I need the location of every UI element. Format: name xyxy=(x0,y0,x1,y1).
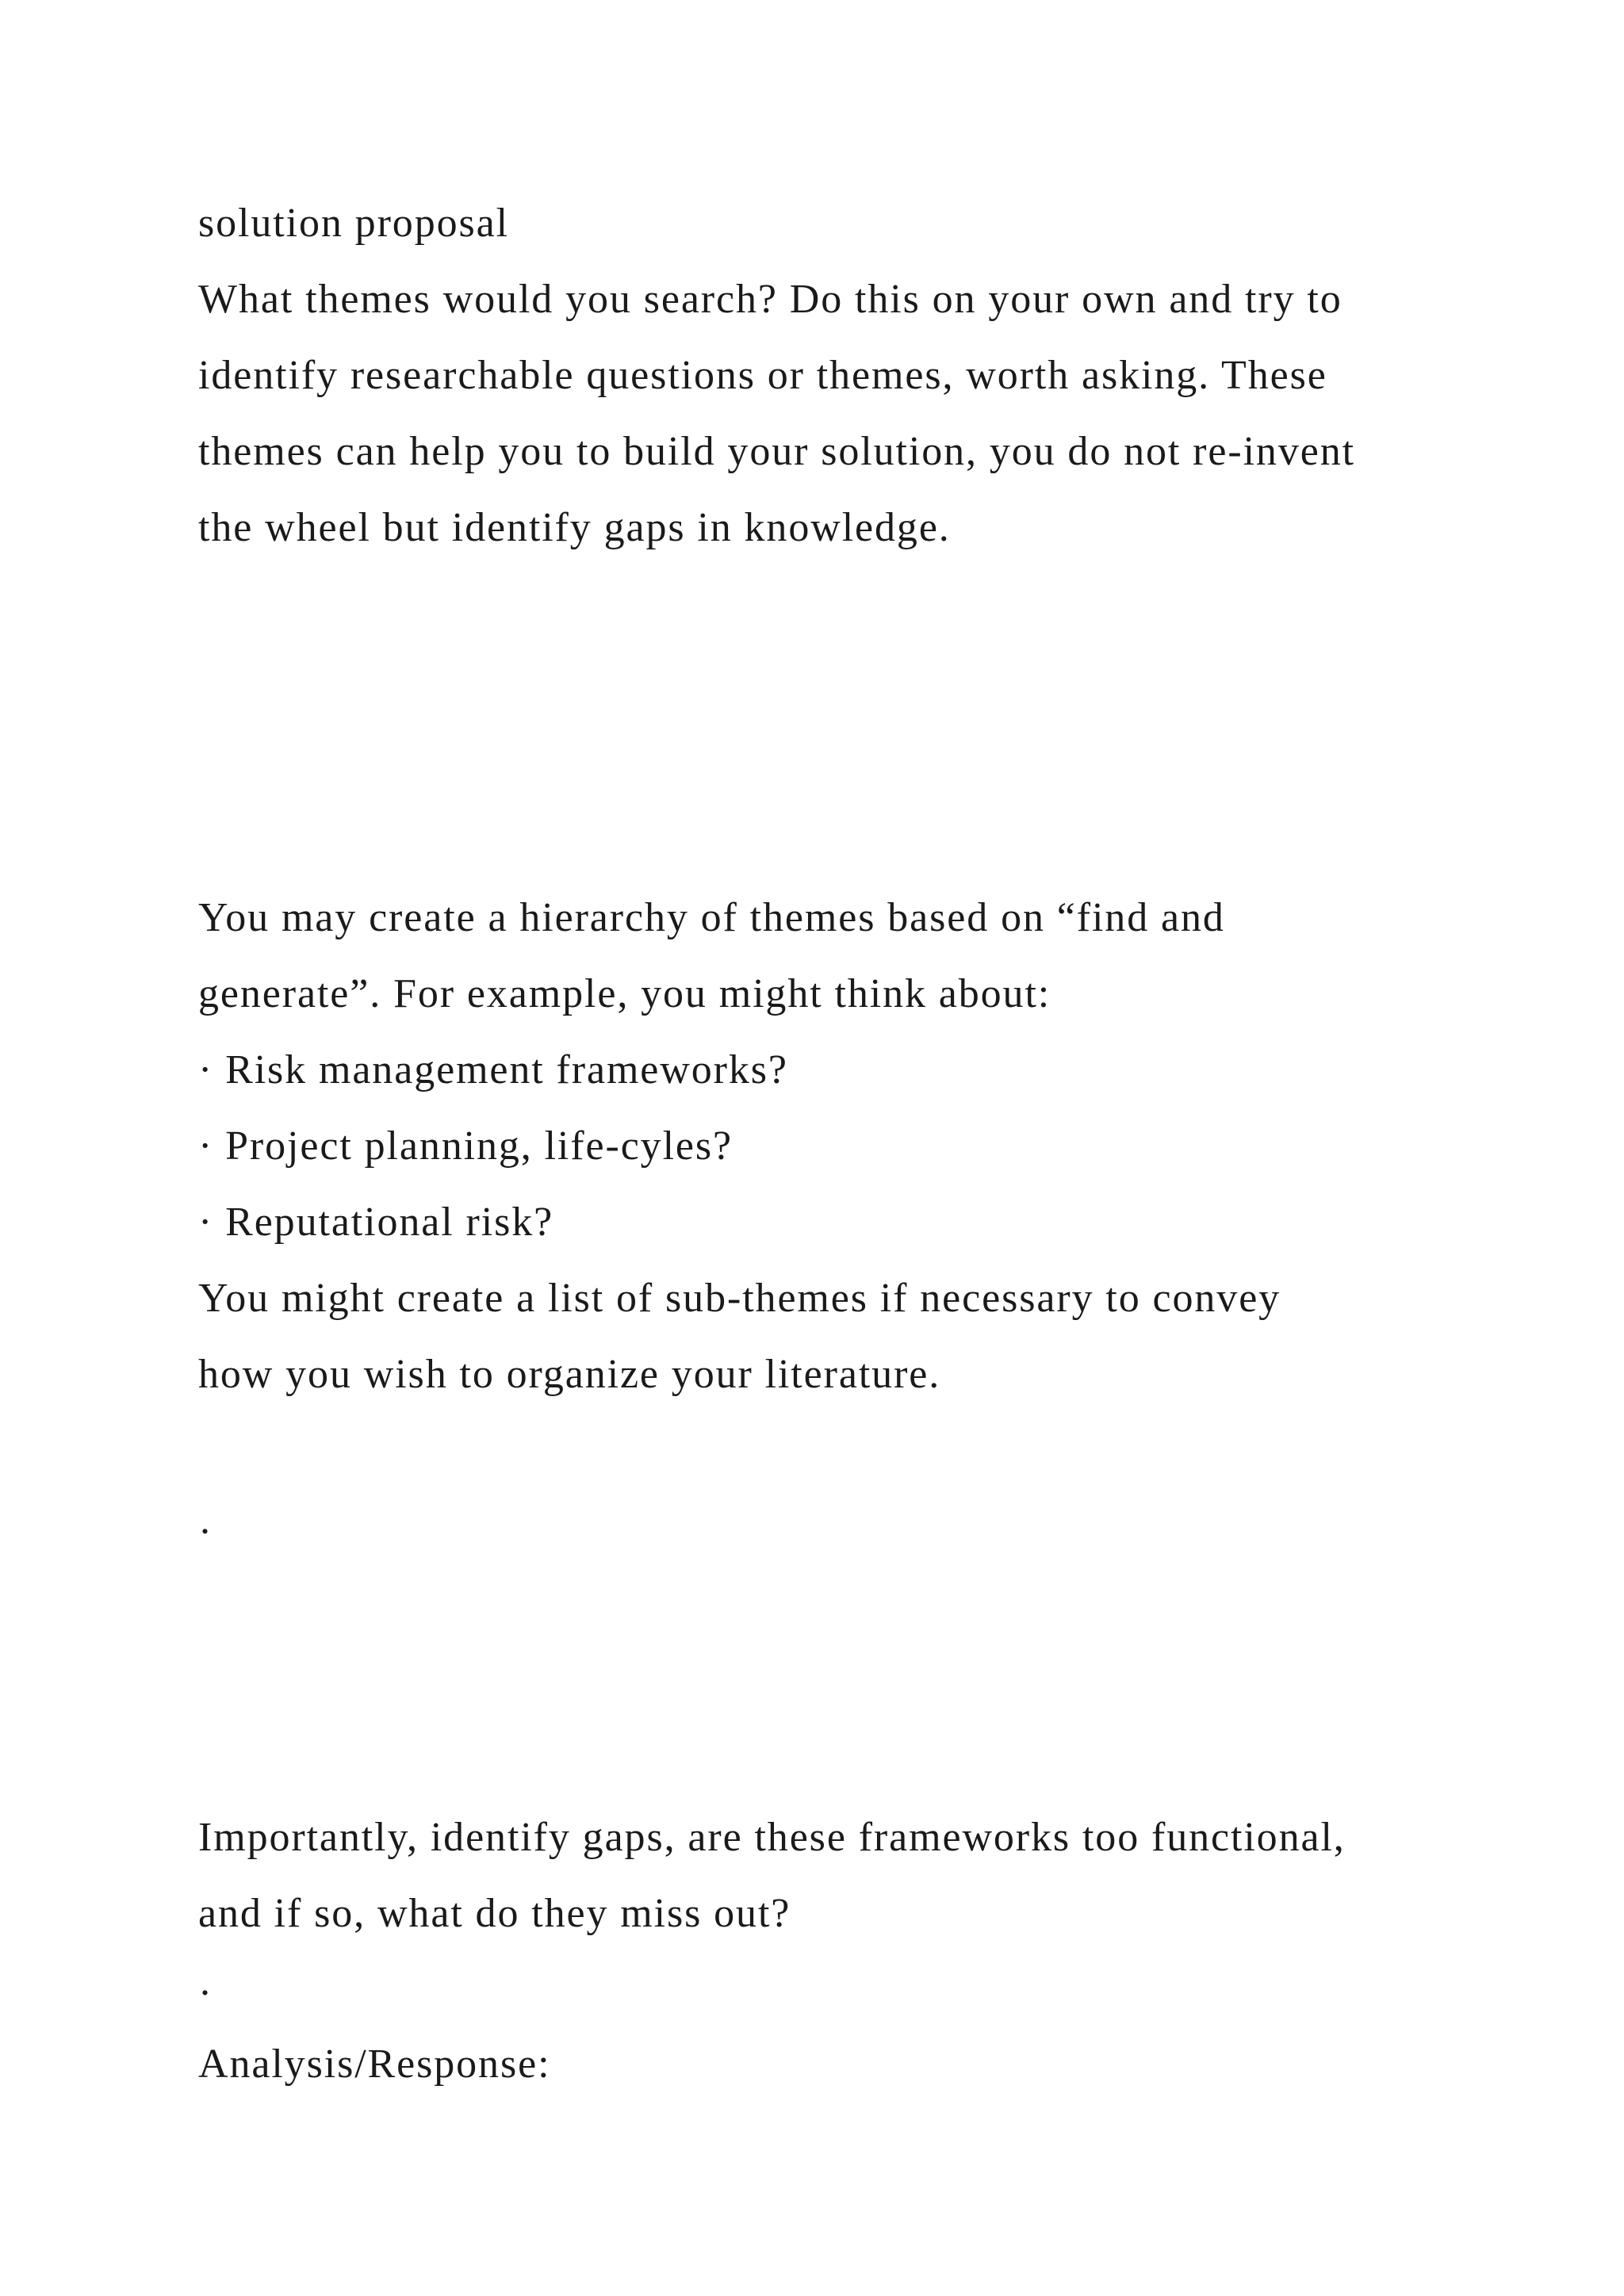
paragraph-line: the wheel but identify gaps in knowledge. xyxy=(198,505,951,550)
paragraph-line: generate”. For example, you might think about: xyxy=(198,971,1051,1016)
response-label: Analysis/Response: xyxy=(198,2042,551,2087)
paragraph-line: What themes would you search? Do this on your own and try to xyxy=(198,277,1342,322)
paragraph-line: and if so, what do they miss out? xyxy=(198,1891,791,1936)
paragraph-line: how you wish to organize your literature. xyxy=(198,1352,941,1397)
paragraph-line: Importantly, identify gaps, are these frameworks too functional, xyxy=(198,1815,1346,1860)
stray-dot: . xyxy=(200,1959,210,2004)
paragraph-line: You might create a list of sub-themes if necessary to convey xyxy=(198,1276,1281,1321)
bullet-item: · Project planning, life-cyles? xyxy=(198,1123,733,1169)
paragraph-line: identify researchable questions or themes, worth asking. These xyxy=(198,353,1327,398)
bullet-item: · Risk management frameworks? xyxy=(198,1047,788,1093)
bullet-item: · Reputational risk? xyxy=(198,1200,554,1245)
document-heading: solution proposal xyxy=(198,201,509,246)
stray-dot: . xyxy=(200,1498,210,1543)
paragraph-line: You may create a hierarchy of themes based on “find and xyxy=(198,895,1225,940)
paragraph-line: themes can help you to build your solution, you do not re-invent xyxy=(198,429,1355,474)
